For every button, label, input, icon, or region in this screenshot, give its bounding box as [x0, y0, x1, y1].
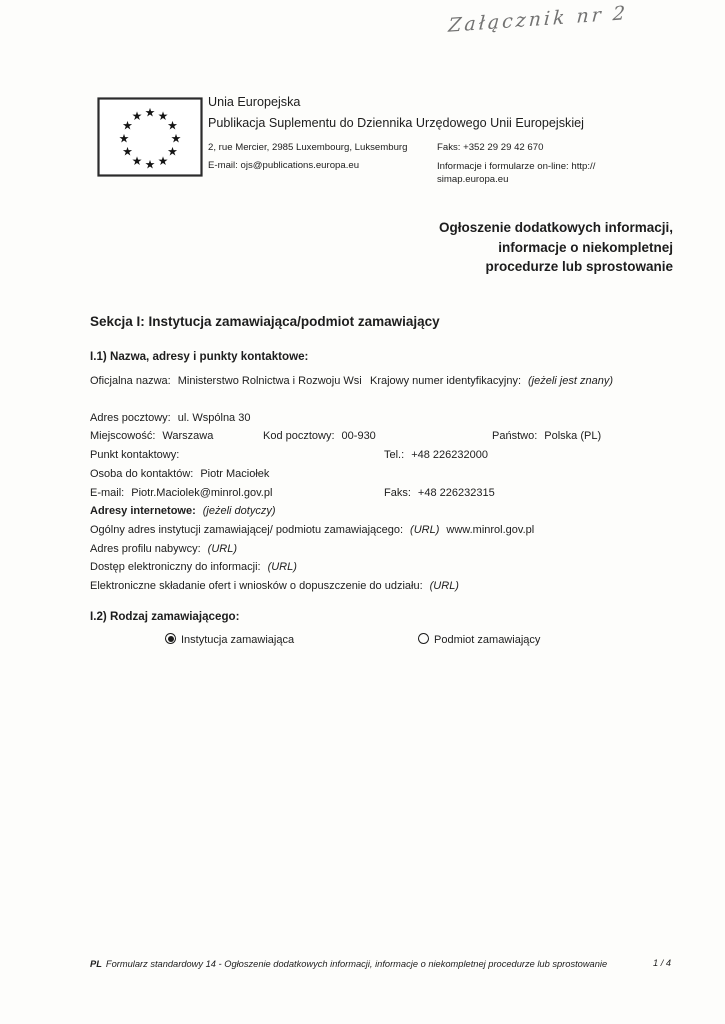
eu-stars-icon — [97, 97, 203, 177]
online-info-line1: Informacje i formularze on-line: http:// — [437, 161, 596, 172]
contact-person-label: Osoba do kontaktów: — [90, 467, 194, 480]
publisher-fax: Faks: +352 29 29 42 670 — [437, 142, 544, 153]
postal-address-value: ul. Wspólna 30 — [177, 411, 251, 424]
svg-text:★: ★ — [167, 118, 178, 133]
postal-code-label: Kod pocztowy: — [263, 430, 335, 443]
field-city — [90, 427, 263, 446]
postal-code-value: 00-930 — [341, 430, 376, 443]
document-title: Ogłoszenie dodatkowych informacji, informacje o niekompletnej procedurze lub sprostowanie — [438, 220, 673, 274]
footer-form-title — [90, 958, 615, 970]
contracting-type-radio-group — [90, 631, 684, 650]
svg-text:★: ★ — [157, 154, 169, 168]
city-label: Miejscowość: — [90, 430, 156, 443]
page-footer — [90, 958, 700, 970]
svg-text:★: ★ — [144, 105, 156, 120]
field-buyer-profile — [90, 540, 684, 559]
contact-person-value: Piotr Maciołek — [200, 467, 270, 480]
footer-form-text: Formularz standardowy 14 - Ogłoszenie dodatkowych informacji, informacje o niekompletnej procedurze lub sprostowanie — [105, 959, 608, 969]
handwritten-note: Załącznik nr 2 — [447, 2, 629, 37]
field-internet-addresses — [90, 502, 684, 521]
city-value: Warszawa — [162, 430, 214, 443]
radio-option-instytucja-zamawiajaca[interactable] — [165, 631, 294, 650]
field-postal-address — [90, 409, 684, 428]
publisher-email: E-mail: ojs@publications.europa.eu — [208, 160, 360, 171]
field-city-postal-country — [90, 427, 684, 446]
internet-heading: Adresy internetowe: — [90, 505, 196, 518]
email-value: Piotr.Maciolek@minrol.gov.pl — [131, 486, 273, 499]
publication-line: Publikacja Suplementu do Dziennika Urzędowego Unii Europejskiej — [208, 116, 584, 130]
tel-label: Tel.: — [384, 449, 405, 462]
svg-text:★: ★ — [122, 144, 133, 159]
org-name: Unia Europejska — [208, 95, 301, 109]
footer-language-code: PL — [90, 959, 102, 969]
radio-unselected-icon — [418, 633, 429, 644]
section-1 — [90, 314, 684, 650]
eu-flag-logo — [97, 97, 203, 177]
svg-text:★: ★ — [144, 157, 156, 172]
url-note: (URL) — [267, 561, 297, 574]
internet-note: (jeżeli dotyczy) — [202, 505, 276, 518]
radio-label: Instytucja zamawiająca — [181, 634, 295, 647]
field-national-id — [370, 372, 615, 391]
publisher-address: 2, rue Mercier, 2985 Luxembourg, Luksemburg — [208, 142, 408, 153]
country-value: Polska (PL) — [544, 430, 602, 443]
field-country — [492, 427, 684, 446]
field-electronic-access — [90, 558, 684, 577]
i2-heading: I.2) Rodzaj zamawiającego: — [90, 609, 240, 623]
field-fax — [384, 484, 495, 503]
svg-text:★: ★ — [167, 144, 178, 159]
svg-text:★: ★ — [170, 131, 182, 146]
email-label: E-mail: — [90, 486, 125, 499]
i1-heading: I.1) Nazwa, adresy i punkty kontaktowe: — [90, 350, 309, 363]
url-note: (URL) — [429, 580, 459, 593]
field-postal-code — [263, 427, 492, 446]
contact-point-label: Punkt kontaktowy: — [90, 449, 180, 462]
fax-label: Faks: — [384, 486, 411, 499]
svg-text:★: ★ — [122, 118, 133, 133]
radio-option-podmiot-zamawiajacy[interactable] — [418, 631, 540, 650]
section-1-heading: Sekcja I: Instytucja zamawiająca/podmiot zamawiający — [90, 314, 440, 329]
general-url-value: www.minrol.gov.pl — [446, 523, 535, 536]
page-number: 1 / 4 — [653, 958, 672, 968]
svg-text:★: ★ — [157, 109, 169, 123]
field-tel — [384, 446, 488, 465]
svg-text:★: ★ — [131, 109, 143, 123]
field-official-name — [90, 372, 684, 409]
official-name-value: Ministerstwo Rolnictwa i Rozwoju Wsi — [177, 374, 362, 387]
field-electronic-submission — [90, 577, 684, 596]
tel-value: +48 226232000 — [411, 449, 488, 462]
national-id-note: (jeżeli jest znany) — [528, 374, 613, 387]
postal-address-label: Adres pocztowy: — [90, 411, 171, 424]
radio-selected-icon — [165, 633, 176, 644]
country-label: Państwo: — [492, 430, 538, 443]
online-info-line2: simap.europa.eu — [437, 174, 509, 185]
electronic-access-label: Dostęp elektroniczny do informacji: — [90, 561, 261, 574]
url-note: (URL) — [410, 523, 440, 536]
radio-label: Podmiot zamawiający — [434, 634, 541, 647]
url-note: (URL) — [207, 542, 238, 555]
field-email — [90, 484, 684, 503]
official-name-label: Oficjalna nazwa: — [90, 374, 171, 387]
national-id-label: Krajowy numer identyfikacyjny: — [370, 374, 522, 387]
field-contact-person — [90, 465, 684, 484]
svg-text:★: ★ — [118, 131, 130, 146]
fax-value: +48 226232315 — [417, 486, 495, 499]
document-header — [208, 95, 688, 186]
general-url-label: Ogólny adres instytucji zamawiającej/ podmiotu zamawiającego: — [90, 523, 404, 536]
buyer-profile-label: Adres profilu nabywcy: — [90, 542, 201, 555]
svg-text:★: ★ — [131, 154, 143, 168]
field-general-url — [90, 521, 684, 540]
field-contact-point — [90, 446, 684, 465]
electronic-submission-label: Elektroniczne składanie ofert i wniosków o dopuszczenie do udziału: — [90, 580, 423, 593]
